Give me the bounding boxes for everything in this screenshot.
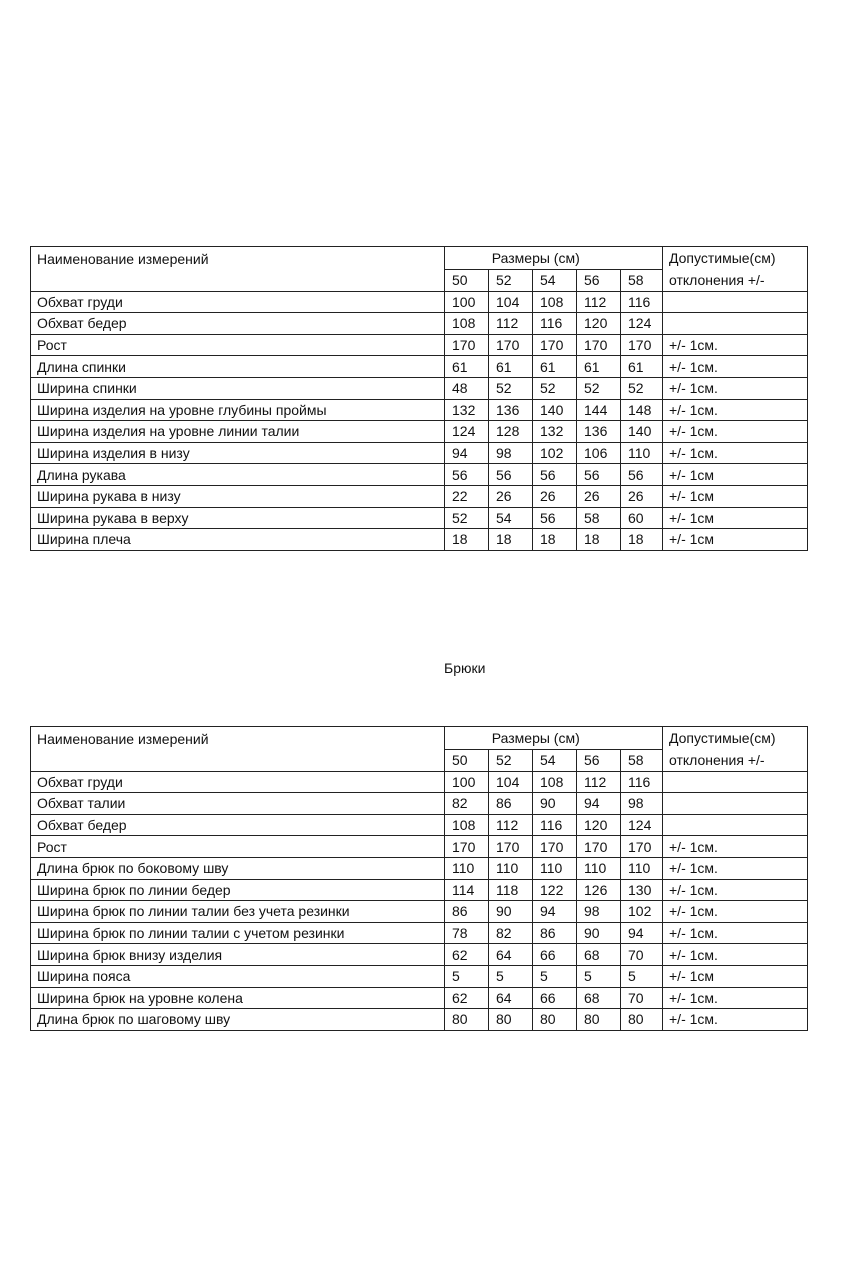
size-value: 61 — [577, 356, 621, 378]
size-value: 18 — [445, 529, 489, 551]
size-value: 104 — [489, 771, 533, 793]
size-value: 98 — [577, 901, 621, 923]
measurement-name-header: Наименование измерений — [31, 727, 445, 772]
size-value: 70 — [621, 987, 663, 1009]
size-value: 80 — [621, 1009, 663, 1031]
sizes-group-header: Размеры (см) — [445, 247, 621, 270]
table-row — [31, 529, 808, 551]
table-row — [31, 857, 808, 879]
size-value: 110 — [621, 857, 663, 879]
size-value: 94 — [577, 793, 621, 815]
size-value: 90 — [533, 793, 577, 815]
table-row — [31, 987, 808, 1009]
measurement-name: Рост — [31, 836, 445, 858]
size-value: 112 — [577, 771, 621, 793]
tolerance-value: +/- 1см — [663, 507, 808, 529]
size-value: 18 — [577, 529, 621, 551]
size-value: 64 — [489, 987, 533, 1009]
size-value: 124 — [445, 421, 489, 443]
size-value: 52 — [445, 507, 489, 529]
size-value: 116 — [533, 313, 577, 335]
measurement-name: Ширина брюк по линии бедер — [31, 879, 445, 901]
size-value: 52 — [533, 377, 577, 399]
size-header: 54 — [533, 270, 577, 292]
size-value: 18 — [489, 529, 533, 551]
table-row — [31, 334, 808, 356]
size-value: 18 — [621, 529, 663, 551]
tolerance-value: +/- 1см. — [663, 944, 808, 966]
size-value: 56 — [533, 464, 577, 486]
tolerance-value: +/- 1см — [663, 485, 808, 507]
size-value: 132 — [445, 399, 489, 421]
size-value: 104 — [489, 291, 533, 313]
size-value: 80 — [445, 1009, 489, 1031]
size-value: 80 — [577, 1009, 621, 1031]
measurement-name: Обхват талии — [31, 793, 445, 815]
table-header-row — [31, 247, 808, 270]
size-header: 52 — [489, 750, 533, 772]
size-value: 80 — [533, 1009, 577, 1031]
size-value: 22 — [445, 485, 489, 507]
size-value: 62 — [445, 944, 489, 966]
sizes-header-blank — [621, 247, 663, 270]
size-value: 56 — [577, 464, 621, 486]
size-value: 148 — [621, 399, 663, 421]
size-value: 136 — [577, 421, 621, 443]
size-value: 5 — [445, 965, 489, 987]
measurement-name: Обхват груди — [31, 771, 445, 793]
tolerance-value: +/- 1см. — [663, 1009, 808, 1031]
tolerance-value — [663, 793, 808, 815]
size-value: 116 — [621, 771, 663, 793]
measurement-name: Обхват груди — [31, 291, 445, 313]
tolerance-value: +/- 1см. — [663, 356, 808, 378]
size-value: 52 — [577, 377, 621, 399]
size-value: 132 — [533, 421, 577, 443]
tolerance-value: +/- 1см — [663, 965, 808, 987]
measurement-name: Ширина изделия в низу — [31, 442, 445, 464]
measurement-name: Ширина брюк внизу изделия — [31, 944, 445, 966]
size-value: 110 — [489, 857, 533, 879]
size-value: 98 — [621, 793, 663, 815]
tolerance-value: +/- 1см. — [663, 377, 808, 399]
table-header-row — [31, 727, 808, 750]
size-value: 128 — [489, 421, 533, 443]
size-value: 102 — [621, 901, 663, 923]
size-value: 124 — [621, 313, 663, 335]
section-title: Брюки — [444, 660, 486, 676]
measurement-name: Обхват бедер — [31, 814, 445, 836]
size-value: 118 — [489, 879, 533, 901]
measurement-name: Ширина брюк по линии талии без учета резинки — [31, 901, 445, 923]
size-value: 5 — [621, 965, 663, 987]
tolerance-value: +/- 1см. — [663, 857, 808, 879]
table-row — [31, 464, 808, 486]
measurement-name-header: Наименование измерений — [31, 247, 445, 292]
size-value: 116 — [621, 291, 663, 313]
size-value: 102 — [533, 442, 577, 464]
size-value: 86 — [489, 793, 533, 815]
size-value: 78 — [445, 922, 489, 944]
size-value: 108 — [445, 814, 489, 836]
size-value: 52 — [489, 377, 533, 399]
size-value: 61 — [489, 356, 533, 378]
tolerance-value — [663, 313, 808, 335]
tolerance-value: +/- 1см — [663, 464, 808, 486]
tolerance-header-line1: Допустимые(см) — [663, 727, 808, 750]
size-value: 26 — [489, 485, 533, 507]
measurement-name: Ширина изделия на уровне линии талии — [31, 421, 445, 443]
table-row — [31, 1009, 808, 1031]
size-header: 52 — [489, 270, 533, 292]
size-value: 48 — [445, 377, 489, 399]
size-value: 90 — [489, 901, 533, 923]
size-value: 106 — [577, 442, 621, 464]
table-row — [31, 313, 808, 335]
tolerance-header-line1: Допустимые(см) — [663, 247, 808, 270]
top-size-table — [30, 246, 808, 551]
table-row — [31, 793, 808, 815]
size-value: 170 — [621, 334, 663, 356]
size-value: 126 — [577, 879, 621, 901]
size-value: 5 — [577, 965, 621, 987]
size-header: 50 — [445, 750, 489, 772]
measurement-name: Ширина рукава в низу — [31, 485, 445, 507]
measurement-name: Ширина рукава в верху — [31, 507, 445, 529]
table-row — [31, 901, 808, 923]
size-value: 170 — [621, 836, 663, 858]
size-value: 114 — [445, 879, 489, 901]
size-value: 116 — [533, 814, 577, 836]
size-header: 56 — [577, 750, 621, 772]
size-value: 130 — [621, 879, 663, 901]
tolerance-value: +/- 1см. — [663, 334, 808, 356]
size-value: 112 — [489, 814, 533, 836]
size-value: 170 — [445, 334, 489, 356]
size-value: 80 — [489, 1009, 533, 1031]
table-row — [31, 507, 808, 529]
size-value: 110 — [445, 857, 489, 879]
size-value: 82 — [489, 922, 533, 944]
size-value: 112 — [489, 313, 533, 335]
size-value: 64 — [489, 944, 533, 966]
measurement-name: Рост — [31, 334, 445, 356]
tolerance-value: +/- 1см. — [663, 987, 808, 1009]
table-body — [31, 727, 808, 1031]
size-header: 54 — [533, 750, 577, 772]
tolerance-value: +/- 1см. — [663, 922, 808, 944]
size-value: 26 — [621, 485, 663, 507]
size-value: 26 — [577, 485, 621, 507]
size-value: 56 — [445, 464, 489, 486]
size-value: 61 — [621, 356, 663, 378]
size-value: 18 — [533, 529, 577, 551]
table-row — [31, 421, 808, 443]
trousers-size-table — [30, 726, 808, 1031]
size-value: 140 — [621, 421, 663, 443]
size-value: 61 — [445, 356, 489, 378]
tolerance-value: +/- 1см. — [663, 901, 808, 923]
size-value: 5 — [533, 965, 577, 987]
size-value: 94 — [445, 442, 489, 464]
size-value: 5 — [489, 965, 533, 987]
tolerance-value: +/- 1см — [663, 529, 808, 551]
tolerance-value: +/- 1см. — [663, 442, 808, 464]
measurement-name: Ширина брюк на уровне колена — [31, 987, 445, 1009]
measurement-name: Ширина брюк по линии талии с учетом резинки — [31, 922, 445, 944]
measurement-name: Длина рукава — [31, 464, 445, 486]
table-row — [31, 922, 808, 944]
measurement-name: Длина спинки — [31, 356, 445, 378]
size-value: 108 — [533, 291, 577, 313]
size-value: 94 — [533, 901, 577, 923]
tolerance-header-line2: отклонения +/- — [663, 270, 808, 292]
measurement-name: Ширина плеча — [31, 529, 445, 551]
table-row — [31, 771, 808, 793]
tolerance-value: +/- 1см. — [663, 399, 808, 421]
table-row — [31, 399, 808, 421]
size-value: 98 — [489, 442, 533, 464]
size-value: 54 — [489, 507, 533, 529]
size-value: 140 — [533, 399, 577, 421]
size-value: 58 — [577, 507, 621, 529]
size-value: 170 — [445, 836, 489, 858]
size-value: 90 — [577, 922, 621, 944]
measurement-name: Обхват бедер — [31, 313, 445, 335]
tolerance-value — [663, 814, 808, 836]
size-value: 170 — [489, 836, 533, 858]
size-value: 52 — [621, 377, 663, 399]
size-value: 122 — [533, 879, 577, 901]
size-value: 124 — [621, 814, 663, 836]
measurement-name: Ширина спинки — [31, 377, 445, 399]
size-value: 68 — [577, 944, 621, 966]
sizes-group-header: Размеры (см) — [445, 727, 621, 750]
table-row — [31, 291, 808, 313]
size-value: 82 — [445, 793, 489, 815]
size-header: 58 — [621, 270, 663, 292]
tolerance-value: +/- 1см. — [663, 879, 808, 901]
size-value: 86 — [445, 901, 489, 923]
size-value: 170 — [577, 334, 621, 356]
size-value: 100 — [445, 291, 489, 313]
size-value: 66 — [533, 987, 577, 1009]
sizes-header-blank — [621, 727, 663, 750]
tolerance-header-line2: отклонения +/- — [663, 750, 808, 772]
size-value: 120 — [577, 814, 621, 836]
size-value: 170 — [577, 836, 621, 858]
size-value: 68 — [577, 987, 621, 1009]
size-value: 108 — [533, 771, 577, 793]
size-value: 110 — [621, 442, 663, 464]
size-value: 108 — [445, 313, 489, 335]
tolerance-value — [663, 771, 808, 793]
measurement-name: Ширина изделия на уровне глубины проймы — [31, 399, 445, 421]
size-value: 170 — [489, 334, 533, 356]
size-value: 56 — [489, 464, 533, 486]
size-value: 70 — [621, 944, 663, 966]
size-value: 112 — [577, 291, 621, 313]
size-value: 100 — [445, 771, 489, 793]
size-value: 170 — [533, 334, 577, 356]
size-header: 56 — [577, 270, 621, 292]
size-value: 56 — [533, 507, 577, 529]
size-value: 94 — [621, 922, 663, 944]
tolerance-value: +/- 1см. — [663, 836, 808, 858]
size-value: 170 — [533, 836, 577, 858]
table-row — [31, 442, 808, 464]
table-row — [31, 965, 808, 987]
table-row — [31, 879, 808, 901]
table-row — [31, 814, 808, 836]
table-row — [31, 836, 808, 858]
table-body — [31, 247, 808, 551]
size-value: 61 — [533, 356, 577, 378]
size-value: 26 — [533, 485, 577, 507]
table-row — [31, 356, 808, 378]
size-header: 50 — [445, 270, 489, 292]
measurement-name: Длина брюк по боковому шву — [31, 857, 445, 879]
tolerance-value: +/- 1см. — [663, 421, 808, 443]
measurement-name: Длина брюк по шаговому шву — [31, 1009, 445, 1031]
table-row — [31, 485, 808, 507]
size-value: 86 — [533, 922, 577, 944]
size-value: 62 — [445, 987, 489, 1009]
size-value: 110 — [577, 857, 621, 879]
size-value: 136 — [489, 399, 533, 421]
size-value: 110 — [533, 857, 577, 879]
tolerance-value — [663, 291, 808, 313]
table-row — [31, 377, 808, 399]
size-value: 60 — [621, 507, 663, 529]
size-value: 144 — [577, 399, 621, 421]
table-row — [31, 944, 808, 966]
size-value: 66 — [533, 944, 577, 966]
size-value: 56 — [621, 464, 663, 486]
size-value: 120 — [577, 313, 621, 335]
size-header: 58 — [621, 750, 663, 772]
measurement-name: Ширина пояса — [31, 965, 445, 987]
